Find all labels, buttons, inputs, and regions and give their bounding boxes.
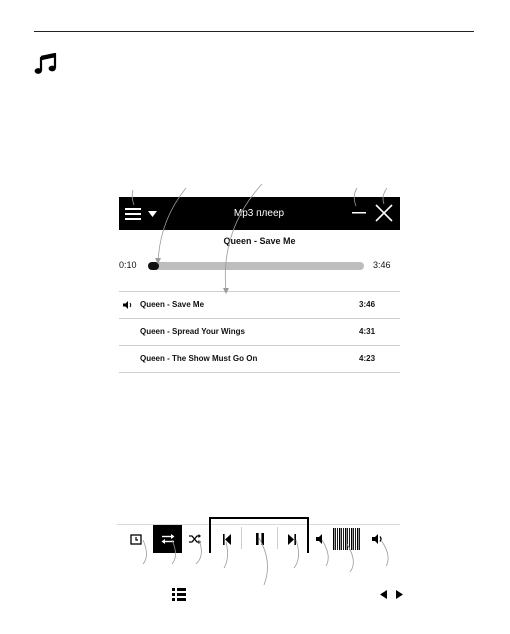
previous-track-button[interactable]: [213, 525, 241, 553]
volume-down-button[interactable]: [311, 525, 331, 553]
music-notes-icon: [34, 53, 58, 75]
playlist: [119, 291, 400, 373]
timer-icon: [130, 534, 142, 545]
volume-bar: [357, 528, 358, 550]
close-icon[interactable]: [375, 204, 393, 222]
volume-bar: [345, 528, 346, 550]
dropdown-caret-icon[interactable]: [148, 211, 157, 217]
list-icon[interactable]: [172, 588, 186, 601]
progress-bar[interactable]: [148, 262, 364, 270]
track-title: Queen - The Show Must Go On: [140, 354, 258, 363]
window-title: Mp3 плеер: [233, 208, 285, 219]
playlist-row[interactable]: [119, 319, 400, 346]
volume-up-icon: [372, 534, 386, 544]
volume-bar: [355, 528, 356, 550]
track-duration: 4:23: [359, 354, 376, 363]
repeat-button[interactable]: [153, 525, 182, 553]
skip-next-icon: [287, 534, 297, 545]
speaker-icon: [123, 301, 133, 309]
control-bar: [117, 521, 400, 554]
volume-level-icon: [332, 527, 362, 551]
progress-fill: [148, 262, 159, 270]
minimize-icon[interactable]: [352, 204, 366, 218]
next-track-button[interactable]: [279, 525, 305, 553]
title-bar: [119, 197, 400, 230]
track-title: Queen - Spread Your Wings: [140, 327, 245, 336]
track-duration: 3:46: [359, 300, 376, 309]
arrow-left-icon[interactable]: [380, 590, 387, 599]
arrow-right-icon[interactable]: [396, 590, 403, 599]
volume-bar: [341, 528, 342, 550]
volume-bar: [339, 528, 340, 550]
separator: [277, 527, 278, 549]
volume-bar: [351, 528, 352, 550]
sleep-timer-button[interactable]: [123, 525, 149, 553]
separator: [241, 527, 242, 549]
volume-bar: [337, 528, 338, 550]
top-rule: [34, 31, 474, 32]
now-playing-title: Queen - Save Me: [223, 236, 296, 246]
volume-bar: [333, 528, 334, 550]
track-title: Queen - Save Me: [140, 300, 205, 309]
repeat-icon: [161, 533, 175, 545]
volume-down-icon: [316, 534, 326, 544]
pause-button[interactable]: [243, 525, 277, 553]
menu-icon[interactable]: [125, 208, 141, 220]
volume-up-button[interactable]: [367, 525, 391, 553]
playlist-row[interactable]: [119, 346, 400, 373]
volume-bar: [359, 528, 360, 550]
volume-bar: [353, 528, 354, 550]
track-duration: 4:31: [359, 327, 376, 336]
volume-bar: [335, 528, 336, 550]
skip-previous-icon: [222, 534, 232, 545]
shuffle-icon: [189, 534, 201, 544]
playlist-row[interactable]: [119, 292, 400, 319]
volume-bar: [349, 528, 350, 550]
volume-bar: [347, 528, 348, 550]
volume-bar: [343, 528, 344, 550]
elapsed-time: 0:10: [119, 260, 137, 270]
shuffle-button[interactable]: [184, 525, 206, 553]
volume-slider[interactable]: [331, 525, 363, 553]
pause-icon: [255, 533, 265, 545]
total-time: 3:46: [373, 260, 391, 270]
